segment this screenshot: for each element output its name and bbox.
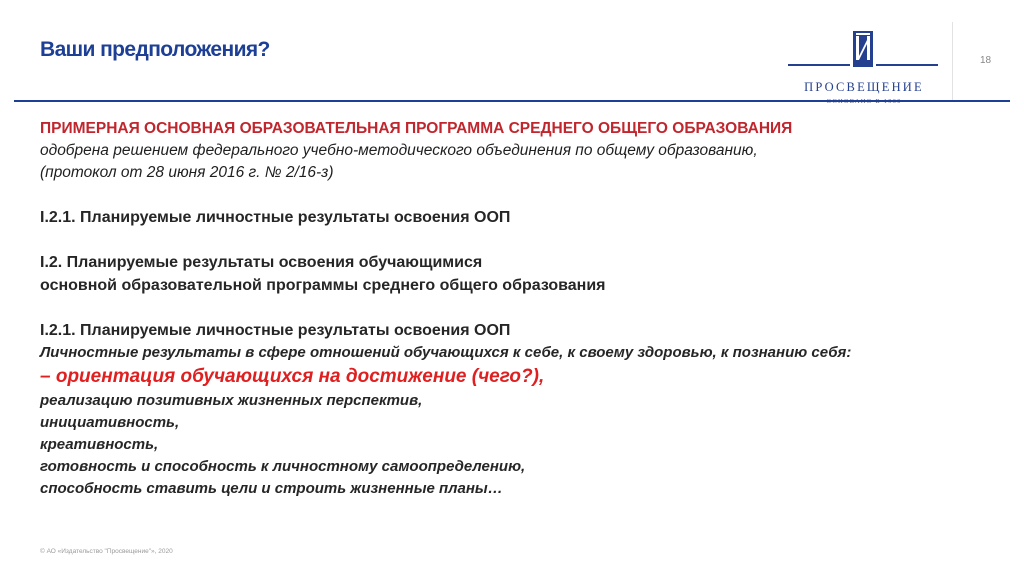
section-heading-2-line-2: основной образовательной программы среднего общего образования bbox=[40, 277, 606, 294]
list-item: готовность и способность к личностному самоопределению, bbox=[40, 458, 526, 475]
logo-line-right bbox=[876, 64, 938, 66]
copyright: © АО «Издательство "Просвещение"», 2020 bbox=[40, 548, 173, 555]
list-item: инициативность, bbox=[40, 414, 180, 431]
section-heading-2-line-1: I.2. Планируемые результаты освоения обучающимися bbox=[40, 254, 483, 271]
slide-title: Ваши предположения? bbox=[40, 38, 270, 61]
list-item: способность ставить цели и строить жизненные планы… bbox=[40, 480, 503, 497]
document-heading: ПРИМЕРНАЯ ОСНОВНАЯ ОБРАЗОВАТЕЛЬНАЯ ПРОГРАММА СРЕДНЕГО ОБЩЕГО ОБРАЗОВАНИЯ bbox=[40, 120, 793, 137]
slide-content bbox=[40, 118, 1000, 500]
list-item: креативность, bbox=[40, 436, 159, 453]
section-lead-text: Личностные результаты в сфере отношений обучающихся к себе, к своему здоровью, к познанию себя: bbox=[40, 344, 852, 361]
section-heading-3: I.2.1. Планируемые личностные результаты освоения ООП bbox=[40, 322, 511, 339]
emphasis-line: – ориентация обучающихся на достижение (чего?), bbox=[40, 366, 545, 387]
document-note-line-2: (протокол от 28 июня 2016 г. № 2/16-з) bbox=[40, 164, 334, 181]
section-heading-1: I.2.1. Планируемые личностные результаты освоения ООП bbox=[40, 209, 511, 226]
logo-emblem-icon bbox=[852, 30, 874, 68]
document-note-line-1: одобрена решением федерального учебно-методического объединения по общему образованию, bbox=[40, 142, 758, 159]
logo-line-left bbox=[788, 64, 850, 66]
page-number: 18 bbox=[980, 55, 992, 66]
list-item: реализацию позитивных жизненных перспектив, bbox=[40, 392, 423, 409]
logo-name: ПРОСВЕЩЕНИЕ bbox=[804, 80, 924, 94]
prosveshchenie-logo bbox=[776, 22, 954, 102]
header-divider bbox=[14, 100, 1010, 102]
